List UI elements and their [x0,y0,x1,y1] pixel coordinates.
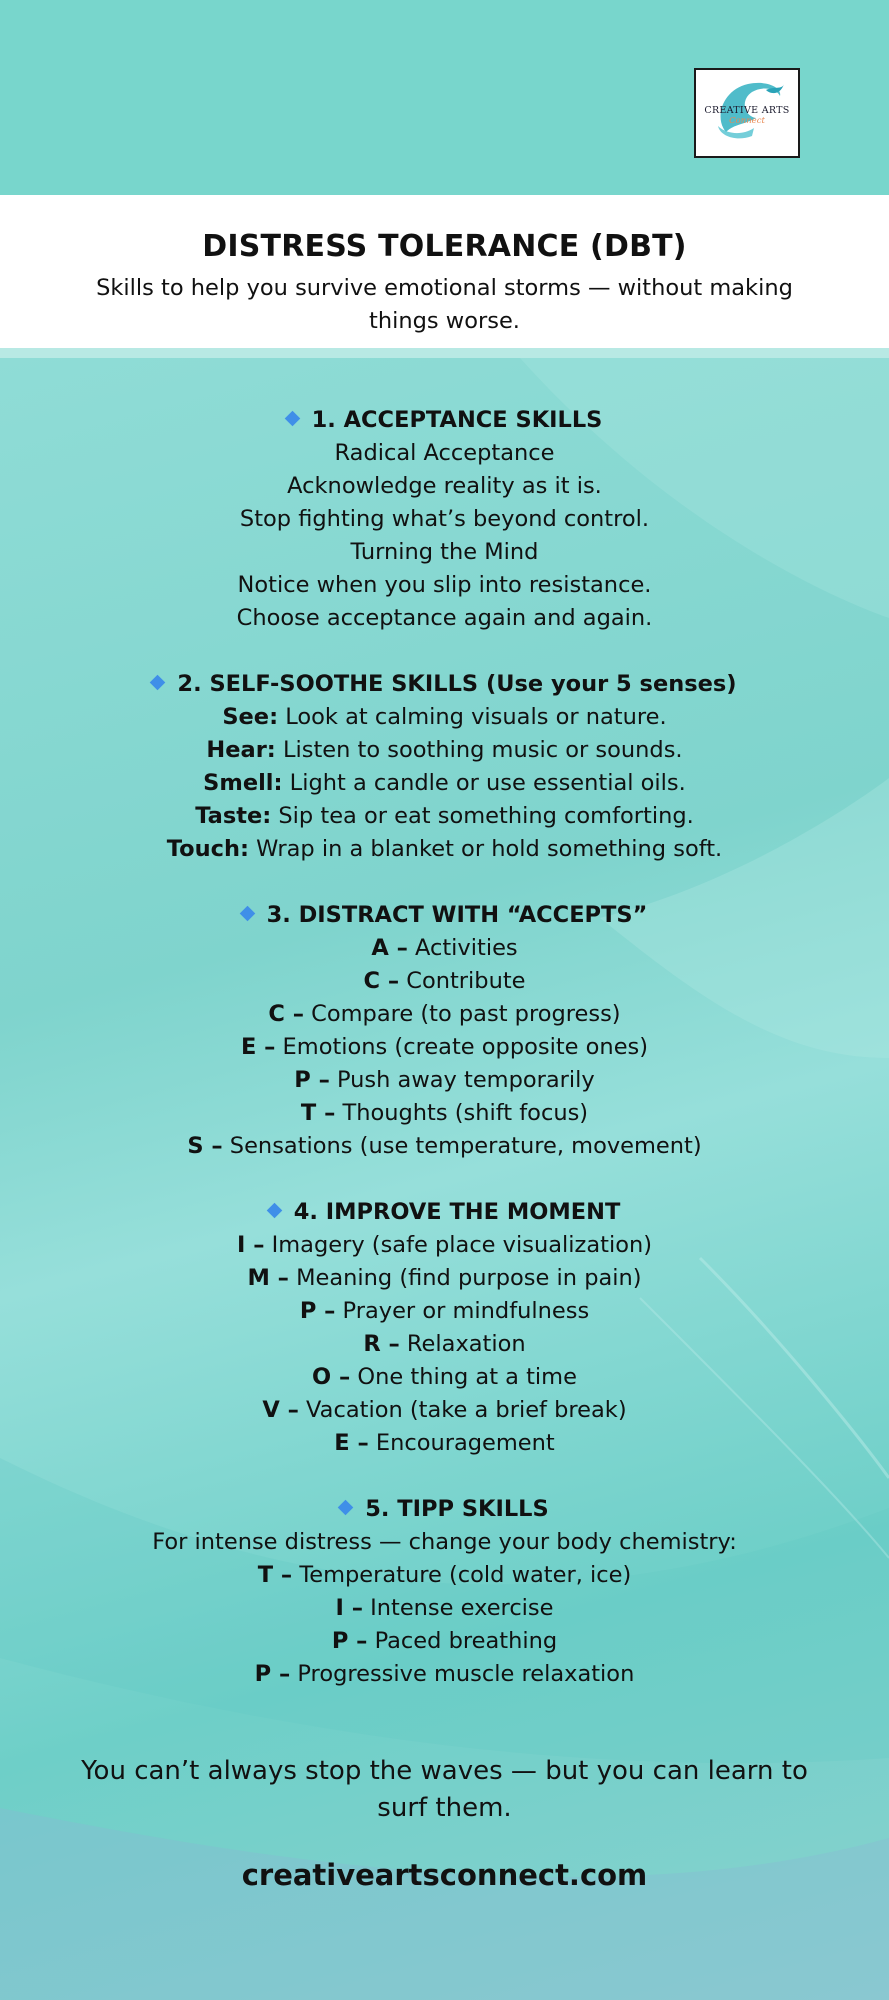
section-heading [0,1196,889,1229]
skill-line [0,1097,889,1130]
skill-line [0,767,889,800]
skill-line [0,1064,889,1097]
skill-line [0,734,889,767]
skill-line [0,1394,889,1427]
skill-key: Hear: [206,737,276,763]
skill-line [0,503,889,536]
section-heading-text: 1. ACCEPTANCE SKILLS [311,407,603,433]
skill-key: I – [236,1232,265,1258]
skill-text: Compare (to past progress) [304,1001,621,1027]
skill-line [0,1328,889,1361]
section-heading-text: 3. DISTRACT WITH “ACCEPTS” [266,902,648,928]
skill-key: A – [371,935,408,961]
skill-line [0,1361,889,1394]
skill-text: Light a candle or use essential oils. [282,770,686,796]
skill-text: Thoughts (shift focus) [335,1100,589,1126]
section-heading [0,668,889,701]
skill-text: For intense distress — change your body chemistry: [152,1529,737,1555]
skill-text: One thing at a time [350,1364,577,1390]
skill-section [0,668,889,866]
section-heading [0,899,889,932]
skill-line [0,569,889,602]
skill-line [0,437,889,470]
skill-text: Meaning (find purpose in pain) [288,1265,642,1291]
diamond-bullet-icon [338,1500,354,1516]
skill-text: Relaxation [399,1331,526,1357]
skill-section [0,1196,889,1460]
skill-text: Paced breathing [367,1628,558,1654]
diamond-bullet-icon [284,411,300,427]
logo-subtext: Connect [729,115,765,126]
skill-key: Taste: [195,803,272,829]
skill-section [0,1493,889,1691]
skill-key: E – [240,1034,276,1060]
title-band [0,195,889,348]
skill-text: Look at calming visuals or nature. [278,704,667,730]
skill-key: R – [363,1331,400,1357]
skill-key: P – [254,1661,291,1687]
skill-text: Prayer or mindfulness [335,1298,590,1324]
section-heading-text: 4. IMPROVE THE MOMENT [293,1199,621,1225]
skill-text: Stop fighting what’s beyond control. [239,506,650,532]
skill-text: Intense exercise [362,1595,554,1621]
section-heading [0,404,889,437]
diamond-bullet-icon [239,906,255,922]
skill-line [0,470,889,503]
skill-key: E – [334,1430,369,1456]
skill-key: P – [294,1067,330,1093]
skill-line [0,800,889,833]
skill-line [0,1262,889,1295]
skill-key: C – [268,1001,305,1027]
skill-text: Radical Acceptance [334,440,555,466]
skill-line [0,701,889,734]
section-heading [0,1493,889,1526]
skill-line [0,536,889,569]
skill-text: Encouragement [368,1430,555,1456]
skill-line [0,965,889,998]
page-subtitle: Skills to help you survive emotional storms — without making things worse. [96,275,793,334]
skill-line [0,1130,889,1163]
skill-text: Listen to soothing music or sounds. [275,737,683,763]
skill-key: I – [335,1595,363,1621]
skill-key: V – [262,1397,299,1423]
skill-key: T – [300,1100,336,1126]
skill-line [0,1031,889,1064]
skill-key: Smell: [203,770,283,796]
skill-key: O – [312,1364,351,1390]
skill-text: Emotions (create opposite ones) [275,1034,649,1060]
skill-section [0,404,889,635]
skill-key: T – [257,1562,293,1588]
skill-text: Progressive muscle relaxation [290,1661,635,1687]
skill-text: Sensations (use temperature, movement) [222,1133,702,1159]
skill-text: Sip tea or eat something comforting. [271,803,694,829]
skill-text: Temperature (cold water, ice) [292,1562,632,1588]
skill-line [0,602,889,635]
skill-text: Activities [407,935,518,961]
skill-text: Wrap in a blanket or hold something soft. [248,836,723,862]
skill-line [0,1559,889,1592]
closing-message: You can’t always stop the waves — but you can learn to surf them. [81,1756,808,1823]
skill-key: Touch: [166,836,249,862]
skill-text: Vacation (take a brief break) [298,1397,627,1423]
diamond-bullet-icon [150,675,166,691]
logo-text: CREATIVE ARTS [704,104,790,116]
skill-key: S – [187,1133,223,1159]
skills-list [0,404,889,1724]
skill-line [0,1625,889,1658]
skill-text: Contribute [399,968,526,994]
page-title: DISTRESS TOLERANCE (DBT) [202,229,687,264]
skill-section [0,899,889,1163]
skill-key: P – [331,1628,368,1654]
section-heading-text: 2. SELF-SOOTHE SKILLS (Use your 5 senses) [177,671,737,697]
skill-line [0,1592,889,1625]
skill-key: See: [222,704,279,730]
skill-line [0,1526,889,1559]
skill-line [0,1295,889,1328]
logo [694,68,800,158]
skill-line [0,932,889,965]
skill-line [0,1229,889,1262]
skill-key: P – [299,1298,336,1324]
skill-text: Choose acceptance again and again. [236,605,653,631]
website-link[interactable]: creativeartsconnect.com [241,1858,648,1892]
skill-text: Imagery (safe place visualization) [264,1232,652,1258]
skill-text: Push away temporarily [329,1067,595,1093]
skill-line [0,1658,889,1691]
skill-line [0,998,889,1031]
divider-strip [0,348,889,358]
skill-text: Turning the Mind [350,539,539,565]
section-heading-text: 5. TIPP SKILLS [365,1496,549,1522]
skill-line [0,833,889,866]
skill-key: M – [247,1265,289,1291]
skill-key: C – [363,968,400,994]
diamond-bullet-icon [266,1203,282,1219]
skill-text: Notice when you slip into resistance. [237,572,652,598]
skill-line [0,1427,889,1460]
content-panel [0,358,889,2000]
skill-text: Acknowledge reality as it is. [287,473,602,499]
header-band [0,0,889,195]
